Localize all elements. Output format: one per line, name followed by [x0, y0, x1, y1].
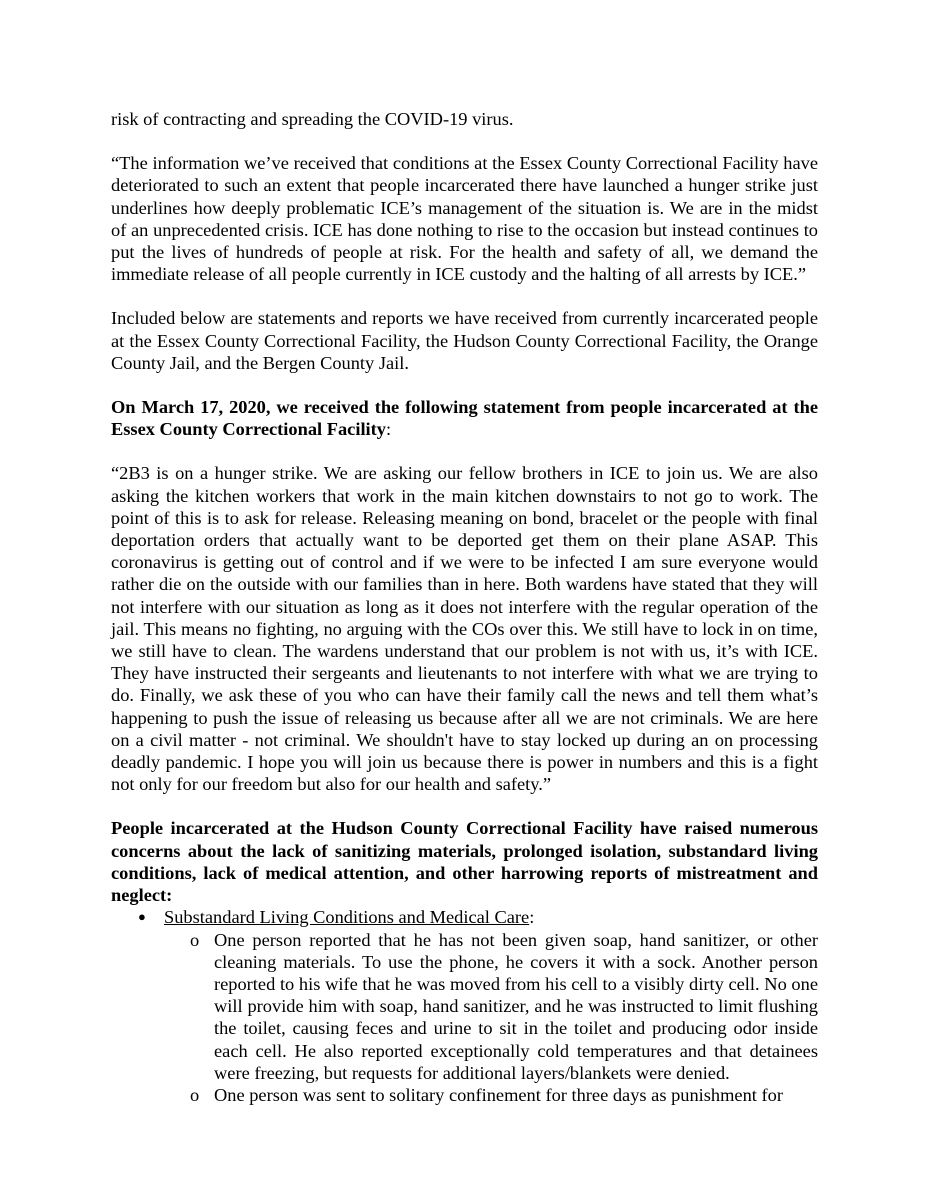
- hudson-heading: People incarcerated at the Hudson County Correctional Facility have raised numerous concerns about the lack of sanitizing materials, prolonged isolation, substandard living conditions, lack of medical attention, and other harrowing reports of mistreatment and neglect:: [111, 818, 818, 906]
- bullet-item: [111, 906, 818, 928]
- sub-list-item: [111, 929, 818, 1084]
- quote-paragraph: “The information we’ve received that conditions at the Essex County Correctional Facility have deteriorated to such an extent that people incarcerated there have launched a hunger strike just underlines how deeply problematic ICE’s management of the situation is. We are in the midst of an unprecedented crisis. ICE has done nothing to rise to the occasion but instead continues to put the lives of hundreds of people at risk. For the health and safety of all, we demand the immediate release of all people currently in ICE custody and the halting of all arrests by ICE.”: [111, 153, 818, 285]
- sub-item-text: One person was sent to solitary confinement for three days as punishment for: [214, 1084, 783, 1105]
- essex-heading: [111, 396, 818, 440]
- bullet-list: [111, 906, 818, 928]
- document-body: [111, 108, 818, 1106]
- sub-bullet-icon: o: [190, 1084, 200, 1105]
- bullet-colon: :: [529, 907, 535, 928]
- essex-statement-paragraph: “2B3 is on a hunger strike. We are asking our fellow brothers in ICE to join us. We are also asking the kitchen workers that work in the main kitchen downstairs to not go to work. The point of this is to ask for release. Releasing meaning on bond, bracelet or the people with final deportation orders that actually want to be deported get them on their plane ASAP. This coronavirus is getting out of control and if we were to be infected I am sure everyone would rather die on the outside with our families than in here. Both wardens have stated that they will not interfere with our situation as long as it does not interfere with the regular operation of the jail. This means no fighting, no arguing with the COs over this. We still have to lock in on time, we still have to clean. The wardens understand that our problem is not with us, it’s with ICE. They have instructed their sergeants and lieutenants to not interfere with what we are trying to do. Finally, we ask these of you who can have their family call the news and tell them what’s happening to push the issue of releasing us because after all we are not criminals. We are here on a civil matter - not criminal. We shouldn't have to stay locked up during an on processing deadly pandemic. I hope you will join us because there is power in numbers and this is a fight not only for our freedom but also for our health and safety.”: [111, 463, 818, 795]
- sub-list-item: [111, 1084, 818, 1106]
- sub-item-text: One person reported that he has not been given soap, hand sanitizer, or other cleaning materials. To use the phone, he covers it with a sock. Another person reported to his wife that he was moved from his cell to a visibly dirty cell. No one will provide him with soap, hand sanitizer, and he was instructed to limit flushing the toilet, causing feces and urine to sit in the toilet and producing odor inside each cell. He also reported exceptionally cold temperatures and that detainees were freezing, but requests for additional layers/blankets were denied.: [214, 929, 818, 1083]
- bullet-label: Substandard Living Conditions and Medical Care: [164, 907, 530, 928]
- sub-bullet-icon: o: [190, 929, 200, 950]
- essex-heading-colon: :: [385, 419, 392, 440]
- included-paragraph: Included below are statements and reports we have received from currently incarcerated people at the Essex County Correctional Facility, the Hudson County Correctional Facility, the Orange County Jail, and the Bergen County Jail.: [111, 308, 818, 373]
- bullet-icon: ●: [138, 909, 146, 925]
- intro-tail-paragraph: risk of contracting and spreading the COVID-19 virus.: [111, 109, 514, 129]
- essex-heading-text: On March 17, 2020, we received the following statement from people incarcerated at the Essex County Correctional Facility: [111, 397, 818, 440]
- sub-list: [111, 929, 818, 1107]
